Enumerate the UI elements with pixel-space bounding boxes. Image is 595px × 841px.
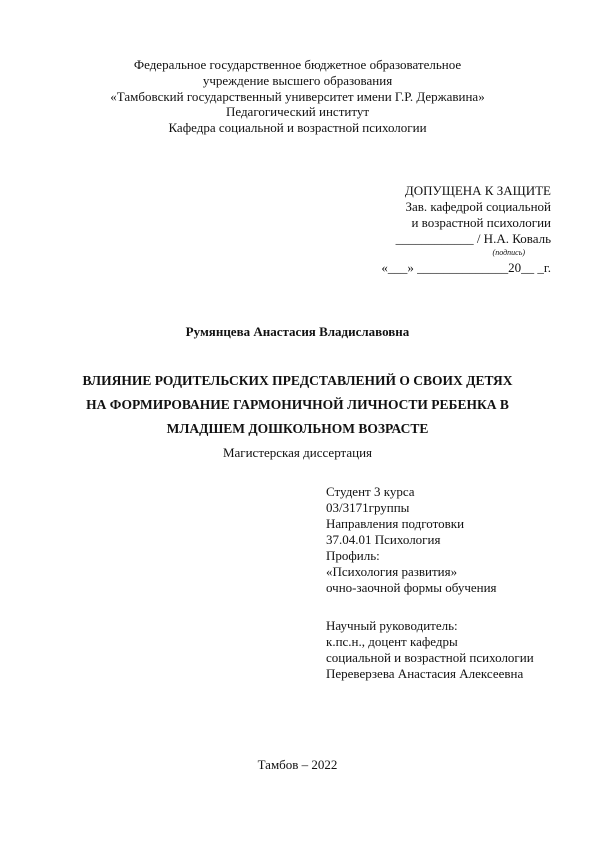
header-line: Федеральное государственное бюджетное образовательное	[133, 57, 462, 72]
signature-caption: (подпись)	[492, 248, 525, 257]
student-info-line: Студент 3 курса	[326, 484, 415, 499]
student-info	[326, 484, 497, 596]
student-info-line: «Психология развития»	[326, 564, 458, 579]
title-line: НА ФОРМИРОВАНИЕ ГАРМОНИЧНОЙ ЛИЧНОСТИ РЕБЕНКА В	[86, 397, 509, 412]
supervisor-info	[326, 618, 534, 682]
signature-line: ____________ / Н.А. Коваль	[395, 231, 551, 246]
student-info-line: Профиль:	[326, 548, 380, 563]
supervisor-info-line: к.пс.н., доцент кафедры	[326, 634, 458, 649]
student-info-line: 37.04.01 Психология	[326, 532, 441, 547]
supervisor-info-line: социальной и возрастной психологии	[326, 650, 534, 665]
approval-heading: ДОПУЩЕНА К ЗАЩИТЕ	[404, 183, 551, 198]
approval-department: и возрастной психологии	[411, 215, 551, 230]
header-line: «Тамбовский государственный университет имени Г.Р. Державина»	[110, 89, 485, 104]
approval-position: Зав. кафедрой социальной	[405, 199, 551, 214]
author-name: Румянцева Анастасия Владиславовна	[185, 324, 410, 339]
student-info-line: Направления подготовки	[326, 516, 465, 531]
supervisor-info-line: Переверзева Анастасия Алексеевна	[326, 666, 524, 681]
work-type: Магистерская диссертация	[222, 445, 373, 460]
city-year-footer: Тамбов – 2022	[257, 757, 338, 772]
header-line: Кафедра социальной и возрастной психологии	[168, 120, 427, 135]
student-info-line: очно-заочной формы обучения	[326, 580, 497, 595]
title-line: МЛАДШЕМ ДОШКОЛЬНОМ ВОЗРАСТЕ	[166, 421, 429, 436]
title-line: ВЛИЯНИЕ РОДИТЕЛЬСКИХ ПРЕДСТАВЛЕНИЙ О СВОИХ ДЕТЯХ	[82, 373, 513, 388]
header-line: учреждение высшего образования	[202, 73, 393, 88]
supervisor-info-line: Научный руководитель:	[326, 618, 458, 633]
header-line: Педагогический институт	[225, 104, 370, 119]
approval-date-line: «___» ______________20__ _г.	[381, 260, 551, 275]
student-info-line: 03/3171группы	[326, 500, 410, 515]
